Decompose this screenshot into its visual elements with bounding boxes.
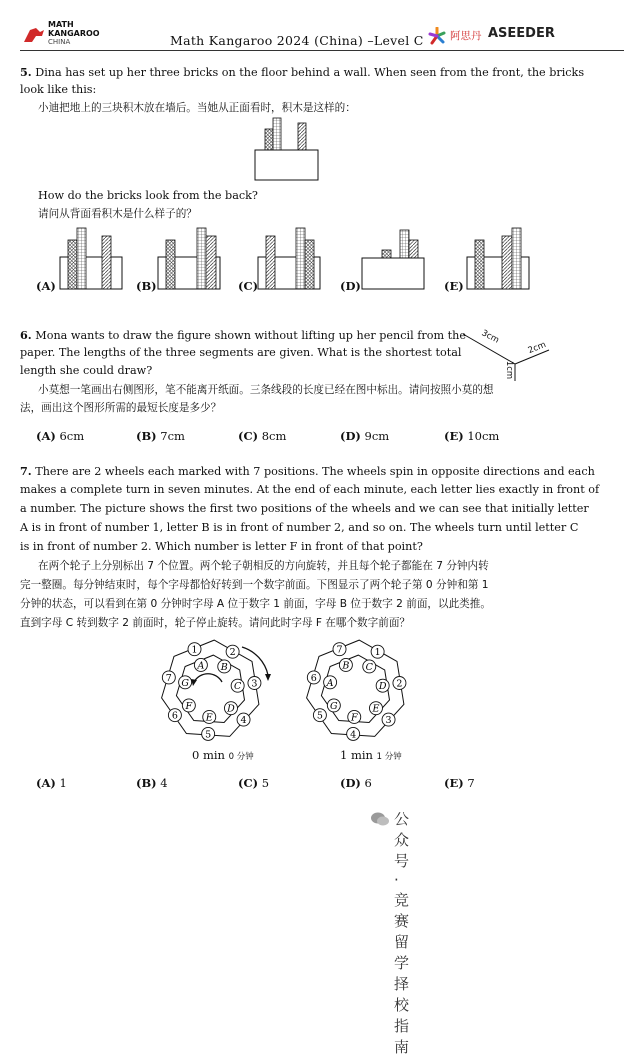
w0-letter-label: D: [227, 703, 235, 715]
w1-letter-label: B: [342, 660, 350, 672]
w1-number-label: 1: [374, 647, 381, 659]
w0-letter-label: F: [185, 700, 193, 712]
q7-en2: makes a complete turn in seven minutes. At the end of each minute, each letter lies exactly in front of: [20, 483, 600, 496]
q7-option-a[interactable]: (A) 1: [36, 776, 67, 790]
q6-option-e[interactable]: (E) 10cm: [444, 429, 500, 443]
q7-en1: There are 2 wheels each marked with 7 positions. The wheels spin in opposite directions and each: [35, 465, 595, 478]
q5-option-b-figure: [158, 228, 220, 289]
w1-number-label: 2: [396, 678, 403, 690]
q6-cn1: 小莫想一笔画出右侧图形，笔不能离开纸面。三条线段的长度已经在图中标出。请问按照小莫的想: [38, 384, 494, 396]
w1-letter-label: G: [330, 700, 338, 712]
w0-number-label: 7: [165, 672, 172, 684]
q5-option-d-figure: [362, 230, 424, 289]
q6-line1: [20, 326, 466, 345]
q7-cn2: 完一整圈。每分钟结束时，每个字母都恰好转到一个数字前面。下图显示了两个轮子第 0 分钟和第 1: [20, 579, 489, 591]
logo-line2: KANGAROO: [48, 29, 100, 38]
q5-en1: Dina has set up her three bricks on the floor behind a wall. When seen from the front, the bricks: [35, 66, 585, 79]
aseeder-brand: ASEEDER: [488, 26, 555, 41]
wheel-0-caption: 0 min 0 分钟: [192, 748, 254, 762]
q6-number: 6.: [20, 328, 32, 342]
q5-option-a-figure: [60, 228, 122, 289]
q7-number: 7.: [20, 464, 32, 478]
w0-number-label: 2: [229, 647, 236, 659]
w0-number-label: 6: [171, 710, 178, 722]
w0-letter-label: B: [220, 661, 228, 673]
q5-option-a[interactable]: (A): [36, 279, 56, 293]
w1-number-label: 7: [336, 644, 343, 656]
q6-option-b[interactable]: (B) 7cm: [136, 429, 185, 443]
w0-number-label: 5: [205, 729, 212, 741]
q5-front-view: [255, 118, 318, 180]
clockwise-arrow-icon: [242, 647, 268, 675]
counterclockwise-arrow-icon: [194, 674, 222, 682]
w0-letter-label: G: [181, 677, 189, 689]
q7-cn1: 在两个轮子上分别标出 7 个位置。两个轮子朝相反的方向旋转，并且每个轮子都能在 7 分钟内转: [38, 560, 489, 572]
q7-option-e[interactable]: (E) 7: [444, 776, 475, 790]
w0-letter-label: C: [234, 681, 242, 693]
q7-en5: is in front of number 2. Which number is letter F in front of that point?: [20, 540, 423, 553]
q6-en1: Mona wants to draw the figure shown without lifting up her pencil from the: [35, 329, 466, 342]
q7-option-c[interactable]: (C) 5: [238, 776, 270, 790]
q6-label-2cm: 2cm: [526, 339, 548, 357]
logo-line1: MATH: [48, 20, 74, 29]
q5-cn1: 小迪把地上的三块积木放在墙后。当她从正面看时，积木是这样的：: [38, 102, 356, 114]
w0-number-label: 1: [191, 644, 198, 656]
wheel-1-caption: 1 min 1 分钟: [340, 748, 402, 762]
q7-en3: a number. The picture shows the first two positions of the wheels and we can see that initially letter: [20, 502, 589, 515]
w1-number-label: 5: [316, 710, 323, 722]
wechat-icon: [370, 811, 390, 827]
q6-option-c[interactable]: (C) 8cm: [238, 429, 287, 443]
q5-en3: How do the bricks look from the back?: [38, 189, 258, 202]
page-title: Math Kangaroo 2024 (China) –Level C: [170, 33, 424, 48]
q5-number: 5.: [20, 65, 32, 79]
w0-number-label: 4: [240, 715, 247, 727]
w1-letter-label: E: [372, 703, 380, 715]
q7-cn3: 分钟的状态，可以看到在第 0 分钟时字母 A 位于数字 1 前面，字母 B 位于数字 2 前面，以此类推。: [20, 598, 491, 610]
q5-option-c-figure: [258, 228, 320, 289]
q5-option-d[interactable]: (D): [340, 279, 361, 293]
q6-cn2: 法，画出这个图形所需的最短长度是多少？: [20, 402, 222, 414]
q6-en2: paper. The lengths of the three segments are given. What is the shortest total: [20, 346, 462, 359]
w1-number-label: 3: [385, 715, 392, 727]
q5-cn2: 请问从背面看积木是什么样子的？: [38, 208, 197, 220]
w1-letter-label: F: [350, 712, 358, 724]
logo-line3: CHINA: [48, 38, 71, 46]
w1-letter-label: A: [326, 677, 334, 689]
q7-cn4: 直到字母 C 转到数字 2 前面时，轮子停止旋转。请问此时字母 F 在哪个数字前面？: [20, 617, 411, 629]
q5-option-e-figure: [467, 228, 529, 289]
q7-line1: [20, 462, 595, 481]
w1-number-label: 6: [310, 672, 317, 684]
q6-label-3cm: 3cm: [479, 328, 501, 346]
w0-letter-label: E: [205, 712, 213, 724]
aseeder-cn: 阿思丹: [450, 30, 482, 42]
q7-option-d[interactable]: (D) 6: [340, 776, 372, 790]
q6-option-d[interactable]: (D) 9cm: [340, 429, 390, 443]
w1-number-label: 4: [350, 729, 357, 741]
q5-option-e[interactable]: (E): [444, 279, 464, 293]
q7-option-b[interactable]: (B) 4: [136, 776, 168, 790]
q6-en3: length she could draw?: [20, 364, 153, 377]
q6-label-1cm: 1cm: [504, 360, 515, 380]
w1-letter-label: C: [365, 661, 373, 673]
q7-en4: A is in front of number 1, letter B is in front of number 2, and so on. The wheels turn until letter C: [20, 521, 579, 534]
w0-letter-label: A: [197, 660, 205, 672]
q5-en2: look like this:: [20, 83, 97, 96]
w0-number-label: 3: [251, 678, 258, 690]
q5-option-c[interactable]: (C): [238, 279, 259, 293]
q5-option-b[interactable]: (B): [136, 279, 157, 293]
w1-letter-label: D: [378, 681, 387, 693]
watermark-text: 公众号 · 竞赛留学择校指南: [394, 810, 410, 1056]
q6-option-a[interactable]: (A) 6cm: [36, 429, 85, 443]
